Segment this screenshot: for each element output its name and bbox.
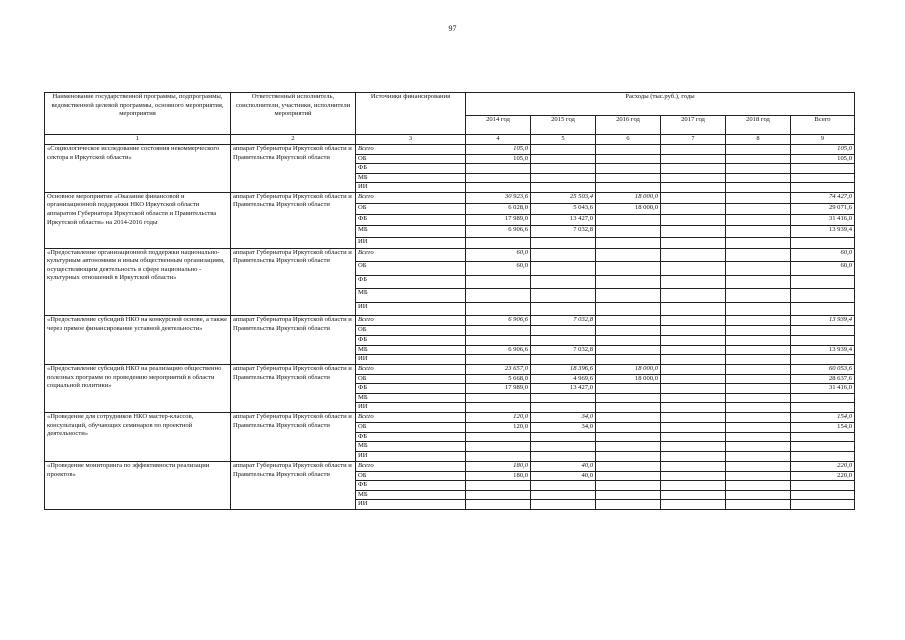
year-value bbox=[596, 422, 661, 432]
year-value: 34,0 bbox=[531, 422, 596, 432]
header-year: 2015 год bbox=[531, 116, 596, 135]
year-value bbox=[466, 500, 531, 510]
year-value bbox=[726, 432, 791, 442]
header-year: 2014 год bbox=[466, 116, 531, 135]
year-value: 60,0 bbox=[466, 262, 531, 276]
year-value: 105,0 bbox=[466, 145, 531, 155]
year-value bbox=[466, 335, 531, 345]
header-year: 2017 год bbox=[661, 116, 726, 135]
year-value bbox=[661, 452, 726, 462]
year-value bbox=[661, 316, 726, 326]
executor-name: аппарат Губернатора Иркутской области и Правительства Иркутской области bbox=[231, 413, 356, 462]
funding-source: ОБ bbox=[356, 326, 466, 336]
year-value: 18 000,0 bbox=[596, 192, 661, 203]
funding-source: Всего bbox=[356, 145, 466, 155]
total-value bbox=[791, 442, 855, 452]
year-value: 18 396,6 bbox=[531, 365, 596, 375]
year-value: 120,0 bbox=[466, 413, 531, 423]
year-value bbox=[531, 481, 596, 491]
funding-source: МБ bbox=[356, 289, 466, 303]
year-value bbox=[596, 215, 661, 226]
table-row bbox=[45, 365, 855, 375]
year-value: 17 989,0 bbox=[466, 215, 531, 226]
year-value bbox=[726, 442, 791, 452]
year-value bbox=[466, 302, 531, 316]
column-number: 3 bbox=[356, 135, 466, 145]
executor-name: аппарат Губернатора Иркутской области и Правительства Иркутской области bbox=[231, 365, 356, 413]
year-value bbox=[531, 500, 596, 510]
funding-source: МБ bbox=[356, 226, 466, 237]
year-value bbox=[726, 481, 791, 491]
year-value: 7 032,8 bbox=[531, 226, 596, 237]
program-name: Основное мероприятие «Оказание финансовой и организационной поддержки НКО Иркутской области аппаратом Губернатора Иркутской области и Правительства Иркутской области» на 2014-2016 годы bbox=[45, 192, 231, 248]
year-value bbox=[596, 335, 661, 345]
funding-source: ФБ bbox=[356, 481, 466, 491]
table-row bbox=[45, 462, 855, 472]
funding-source: ОБ bbox=[356, 422, 466, 432]
total-value bbox=[791, 335, 855, 345]
page-number: 97 bbox=[448, 24, 457, 33]
funding-source: Всего bbox=[356, 192, 466, 203]
year-value bbox=[661, 403, 726, 413]
year-value bbox=[596, 237, 661, 248]
funding-source: ИИ bbox=[356, 403, 466, 413]
year-value bbox=[726, 248, 791, 262]
program-name: «Предоставление субсидий НКО на конкурсной основе, а также через прямое финансирование уставной деятельности» bbox=[45, 316, 231, 365]
year-value bbox=[661, 262, 726, 276]
header-year: 2016 год bbox=[596, 116, 661, 135]
year-value bbox=[661, 204, 726, 215]
year-value bbox=[661, 384, 726, 394]
year-value bbox=[596, 145, 661, 155]
year-value bbox=[726, 345, 791, 355]
funding-source: МБ bbox=[356, 490, 466, 500]
funding-source: Всего bbox=[356, 248, 466, 262]
year-value bbox=[661, 326, 726, 336]
header-expenses: Расходы (тыс.руб.), годы bbox=[466, 93, 855, 116]
total-value bbox=[791, 500, 855, 510]
header-year: 2018 год bbox=[726, 116, 791, 135]
column-number: 4 bbox=[466, 135, 531, 145]
year-value bbox=[596, 442, 661, 452]
funding-source: ФБ bbox=[356, 164, 466, 174]
funding-source: ФБ bbox=[356, 335, 466, 345]
year-value bbox=[726, 384, 791, 394]
year-value bbox=[466, 355, 531, 365]
column-number: 8 bbox=[726, 135, 791, 145]
year-value: 6 906,6 bbox=[466, 345, 531, 355]
table-row bbox=[45, 248, 855, 262]
funding-source: Всего bbox=[356, 365, 466, 375]
year-value bbox=[596, 500, 661, 510]
funding-source: ОБ bbox=[356, 154, 466, 164]
year-value bbox=[531, 237, 596, 248]
year-value bbox=[596, 355, 661, 365]
year-value: 40,0 bbox=[531, 462, 596, 472]
year-value bbox=[596, 452, 661, 462]
funding-source: ОБ bbox=[356, 374, 466, 384]
year-value bbox=[661, 275, 726, 289]
total-value bbox=[791, 302, 855, 316]
year-value: 7 032,8 bbox=[531, 316, 596, 326]
year-value bbox=[596, 226, 661, 237]
year-value bbox=[531, 403, 596, 413]
year-value bbox=[596, 164, 661, 174]
year-value bbox=[596, 183, 661, 193]
year-value bbox=[661, 393, 726, 403]
total-value: 60,0 bbox=[791, 262, 855, 276]
year-value bbox=[596, 481, 661, 491]
year-value: 23 657,0 bbox=[466, 365, 531, 375]
total-value bbox=[791, 355, 855, 365]
funding-source: ФБ bbox=[356, 275, 466, 289]
year-value bbox=[596, 413, 661, 423]
total-value bbox=[791, 183, 855, 193]
total-value: 13 939,4 bbox=[791, 316, 855, 326]
year-value bbox=[596, 262, 661, 276]
year-value bbox=[466, 481, 531, 491]
year-value bbox=[531, 164, 596, 174]
total-value bbox=[791, 403, 855, 413]
table-row bbox=[45, 145, 855, 155]
year-value bbox=[466, 173, 531, 183]
total-value: 31 416,0 bbox=[791, 384, 855, 394]
year-value bbox=[726, 183, 791, 193]
funding-source: ОБ bbox=[356, 262, 466, 276]
total-value: 105,0 bbox=[791, 154, 855, 164]
year-value bbox=[596, 384, 661, 394]
year-value bbox=[531, 355, 596, 365]
year-value bbox=[466, 452, 531, 462]
funding-source: МБ bbox=[356, 442, 466, 452]
funding-source: ФБ bbox=[356, 384, 466, 394]
table-row bbox=[45, 316, 855, 326]
year-value bbox=[661, 302, 726, 316]
total-value bbox=[791, 164, 855, 174]
year-value bbox=[726, 145, 791, 155]
year-value bbox=[726, 355, 791, 365]
funding-source: ФБ bbox=[356, 432, 466, 442]
year-value bbox=[596, 490, 661, 500]
total-value bbox=[791, 490, 855, 500]
total-value: 154,0 bbox=[791, 422, 855, 432]
total-value: 220,0 bbox=[791, 462, 855, 472]
year-value bbox=[466, 403, 531, 413]
year-value bbox=[466, 326, 531, 336]
year-value bbox=[531, 248, 596, 262]
year-value bbox=[531, 289, 596, 303]
year-value bbox=[596, 316, 661, 326]
year-value bbox=[596, 462, 661, 472]
program-name: «Социологическое исследование состояния некоммерческого сектора в Иркутской области» bbox=[45, 145, 231, 193]
column-number: 1 bbox=[45, 135, 231, 145]
year-value bbox=[466, 490, 531, 500]
total-value bbox=[791, 393, 855, 403]
total-value: 28 637,6 bbox=[791, 374, 855, 384]
executor-name: аппарат Губернатора Иркутской области и Правительства Иркутской области bbox=[231, 192, 356, 248]
executor-name: аппарат Губернатора Иркутской области и Правительства Иркутской области bbox=[231, 145, 356, 193]
total-value bbox=[791, 452, 855, 462]
year-value: 6 028,0 bbox=[466, 204, 531, 215]
year-value bbox=[726, 326, 791, 336]
year-value bbox=[596, 154, 661, 164]
year-value bbox=[726, 335, 791, 345]
year-value bbox=[661, 481, 726, 491]
year-value bbox=[661, 500, 726, 510]
year-value: 180,0 bbox=[466, 462, 531, 472]
total-value: 105,0 bbox=[791, 145, 855, 155]
year-value bbox=[531, 490, 596, 500]
year-value bbox=[726, 164, 791, 174]
total-value: 154,0 bbox=[791, 413, 855, 423]
year-value bbox=[596, 345, 661, 355]
year-value bbox=[661, 442, 726, 452]
funding-source: ИИ bbox=[356, 183, 466, 193]
year-value bbox=[466, 393, 531, 403]
year-value bbox=[661, 145, 726, 155]
year-value bbox=[596, 326, 661, 336]
year-value: 60,0 bbox=[466, 248, 531, 262]
year-value bbox=[726, 471, 791, 481]
total-value bbox=[791, 173, 855, 183]
year-value bbox=[531, 302, 596, 316]
funding-source: ОБ bbox=[356, 471, 466, 481]
year-value bbox=[596, 289, 661, 303]
year-value bbox=[596, 471, 661, 481]
table-row bbox=[45, 192, 855, 203]
year-value bbox=[531, 326, 596, 336]
header-total: Всего bbox=[791, 116, 855, 135]
year-value: 34,0 bbox=[531, 413, 596, 423]
year-value bbox=[661, 289, 726, 303]
program-name: «Проведение мониторинга по эффективности реализации проектов» bbox=[45, 462, 231, 510]
year-value bbox=[661, 462, 726, 472]
funding-source: ИИ bbox=[356, 452, 466, 462]
budget-table bbox=[44, 92, 855, 510]
total-value: 60,0 bbox=[791, 248, 855, 262]
funding-source: ОБ bbox=[356, 204, 466, 215]
funding-source: МБ bbox=[356, 173, 466, 183]
total-value: 74 427,0 bbox=[791, 192, 855, 203]
year-value: 13 427,0 bbox=[531, 384, 596, 394]
year-value bbox=[661, 345, 726, 355]
funding-source: ИИ bbox=[356, 355, 466, 365]
year-value bbox=[726, 490, 791, 500]
year-value bbox=[661, 237, 726, 248]
year-value bbox=[596, 393, 661, 403]
year-value: 180,0 bbox=[466, 471, 531, 481]
year-value bbox=[466, 183, 531, 193]
year-value bbox=[661, 355, 726, 365]
year-value bbox=[726, 262, 791, 276]
year-value bbox=[661, 374, 726, 384]
year-value bbox=[531, 154, 596, 164]
year-value bbox=[466, 432, 531, 442]
column-number: 6 bbox=[596, 135, 661, 145]
total-value bbox=[791, 432, 855, 442]
year-value bbox=[726, 393, 791, 403]
table-row bbox=[45, 413, 855, 423]
year-value bbox=[726, 237, 791, 248]
year-value bbox=[661, 422, 726, 432]
year-value bbox=[661, 432, 726, 442]
executor-name: аппарат Губернатора Иркутской области и Правительства Иркутской области bbox=[231, 316, 356, 365]
year-value bbox=[466, 289, 531, 303]
year-value bbox=[466, 237, 531, 248]
year-value bbox=[661, 490, 726, 500]
year-value bbox=[661, 471, 726, 481]
total-value: 13 939,4 bbox=[791, 345, 855, 355]
year-value bbox=[596, 248, 661, 262]
year-value: 18 000,0 bbox=[596, 204, 661, 215]
year-value bbox=[661, 248, 726, 262]
program-name: «Предоставление организационной поддержки национально-культурным автономиям и иным общественным организациям, осуществляющим деятельность в сфере национально - культурных отношений в Иркутской области» bbox=[45, 248, 231, 316]
column-number: 5 bbox=[531, 135, 596, 145]
year-value bbox=[531, 442, 596, 452]
year-value bbox=[726, 154, 791, 164]
year-value bbox=[466, 164, 531, 174]
executor-name: аппарат Губернатора Иркутской области и Правительства Иркутской области bbox=[231, 248, 356, 316]
total-value: 13 939,4 bbox=[791, 226, 855, 237]
year-value bbox=[726, 452, 791, 462]
year-value bbox=[531, 275, 596, 289]
funding-source: Всего bbox=[356, 462, 466, 472]
year-value bbox=[661, 183, 726, 193]
total-value: 29 071,6 bbox=[791, 204, 855, 215]
header-source: Источники финансирования bbox=[356, 93, 466, 135]
year-value bbox=[661, 413, 726, 423]
year-value bbox=[661, 173, 726, 183]
year-value bbox=[726, 192, 791, 203]
total-value bbox=[791, 275, 855, 289]
year-value bbox=[531, 183, 596, 193]
year-value bbox=[661, 164, 726, 174]
header-executor: Ответственный исполнитель, соисполнители, участники, исполнители мероприятий bbox=[231, 93, 356, 135]
year-value: 120,0 bbox=[466, 422, 531, 432]
year-value bbox=[531, 335, 596, 345]
total-value bbox=[791, 326, 855, 336]
total-value bbox=[791, 289, 855, 303]
year-value bbox=[726, 226, 791, 237]
year-value bbox=[661, 365, 726, 375]
funding-source: ИИ bbox=[356, 500, 466, 510]
funding-source: ИИ bbox=[356, 302, 466, 316]
total-value bbox=[791, 481, 855, 491]
year-value bbox=[726, 462, 791, 472]
year-value bbox=[726, 374, 791, 384]
column-number: 9 bbox=[791, 135, 855, 145]
year-value: 18 000,0 bbox=[596, 365, 661, 375]
funding-source: МБ bbox=[356, 393, 466, 403]
funding-source: МБ bbox=[356, 345, 466, 355]
total-value bbox=[791, 237, 855, 248]
year-value bbox=[661, 215, 726, 226]
total-value: 220,0 bbox=[791, 471, 855, 481]
year-value bbox=[726, 204, 791, 215]
year-value bbox=[661, 192, 726, 203]
year-value bbox=[726, 403, 791, 413]
header-program: Наименование государственной программы, подпрограммы, ведомственной целевой программы, основного мероприятия, мероприятия bbox=[45, 93, 231, 135]
column-number: 2 bbox=[231, 135, 356, 145]
year-value: 6 906,6 bbox=[466, 226, 531, 237]
year-value bbox=[726, 173, 791, 183]
year-value bbox=[531, 173, 596, 183]
year-value bbox=[661, 335, 726, 345]
year-value bbox=[596, 275, 661, 289]
year-value bbox=[531, 393, 596, 403]
year-value: 30 923,6 bbox=[466, 192, 531, 203]
year-value bbox=[661, 226, 726, 237]
year-value bbox=[726, 422, 791, 432]
year-value bbox=[726, 413, 791, 423]
year-value bbox=[661, 154, 726, 164]
year-value: 4 969,6 bbox=[531, 374, 596, 384]
year-value: 40,0 bbox=[531, 471, 596, 481]
year-value bbox=[596, 432, 661, 442]
year-value bbox=[596, 302, 661, 316]
year-value: 7 032,8 bbox=[531, 345, 596, 355]
funding-source: ФБ bbox=[356, 215, 466, 226]
year-value bbox=[726, 316, 791, 326]
program-name: «Предоставление субсидий НКО на реализацию общественно полезных программ по проведению мероприятий в области социальной политики» bbox=[45, 365, 231, 413]
year-value bbox=[596, 403, 661, 413]
year-value bbox=[726, 500, 791, 510]
year-value bbox=[466, 275, 531, 289]
year-value bbox=[531, 432, 596, 442]
year-value bbox=[531, 145, 596, 155]
year-value: 13 427,0 bbox=[531, 215, 596, 226]
total-value: 31 416,0 bbox=[791, 215, 855, 226]
year-value: 5 043,6 bbox=[531, 204, 596, 215]
year-value: 5 668,0 bbox=[466, 374, 531, 384]
program-name: «Проведение для сотрудников НКО мастер-классов, консультаций, обучающих семинаров по проектной деятельности» bbox=[45, 413, 231, 462]
funding-source: ИИ bbox=[356, 237, 466, 248]
funding-source: Всего bbox=[356, 413, 466, 423]
year-value bbox=[531, 262, 596, 276]
year-value bbox=[531, 452, 596, 462]
year-value bbox=[726, 302, 791, 316]
total-value: 60 053,6 bbox=[791, 365, 855, 375]
year-value bbox=[596, 173, 661, 183]
year-value bbox=[726, 275, 791, 289]
year-value bbox=[726, 215, 791, 226]
year-value bbox=[726, 289, 791, 303]
year-value bbox=[726, 365, 791, 375]
table-body bbox=[45, 145, 855, 510]
year-value: 6 906,6 bbox=[466, 316, 531, 326]
executor-name: аппарат Губернатора Иркутской области и Правительства Иркутской области bbox=[231, 462, 356, 510]
year-value: 105,0 bbox=[466, 154, 531, 164]
year-value: 25 503,4 bbox=[531, 192, 596, 203]
year-value: 17 989,0 bbox=[466, 384, 531, 394]
year-value bbox=[466, 442, 531, 452]
funding-source: Всего bbox=[356, 316, 466, 326]
year-value: 18 000,0 bbox=[596, 374, 661, 384]
column-number: 7 bbox=[661, 135, 726, 145]
